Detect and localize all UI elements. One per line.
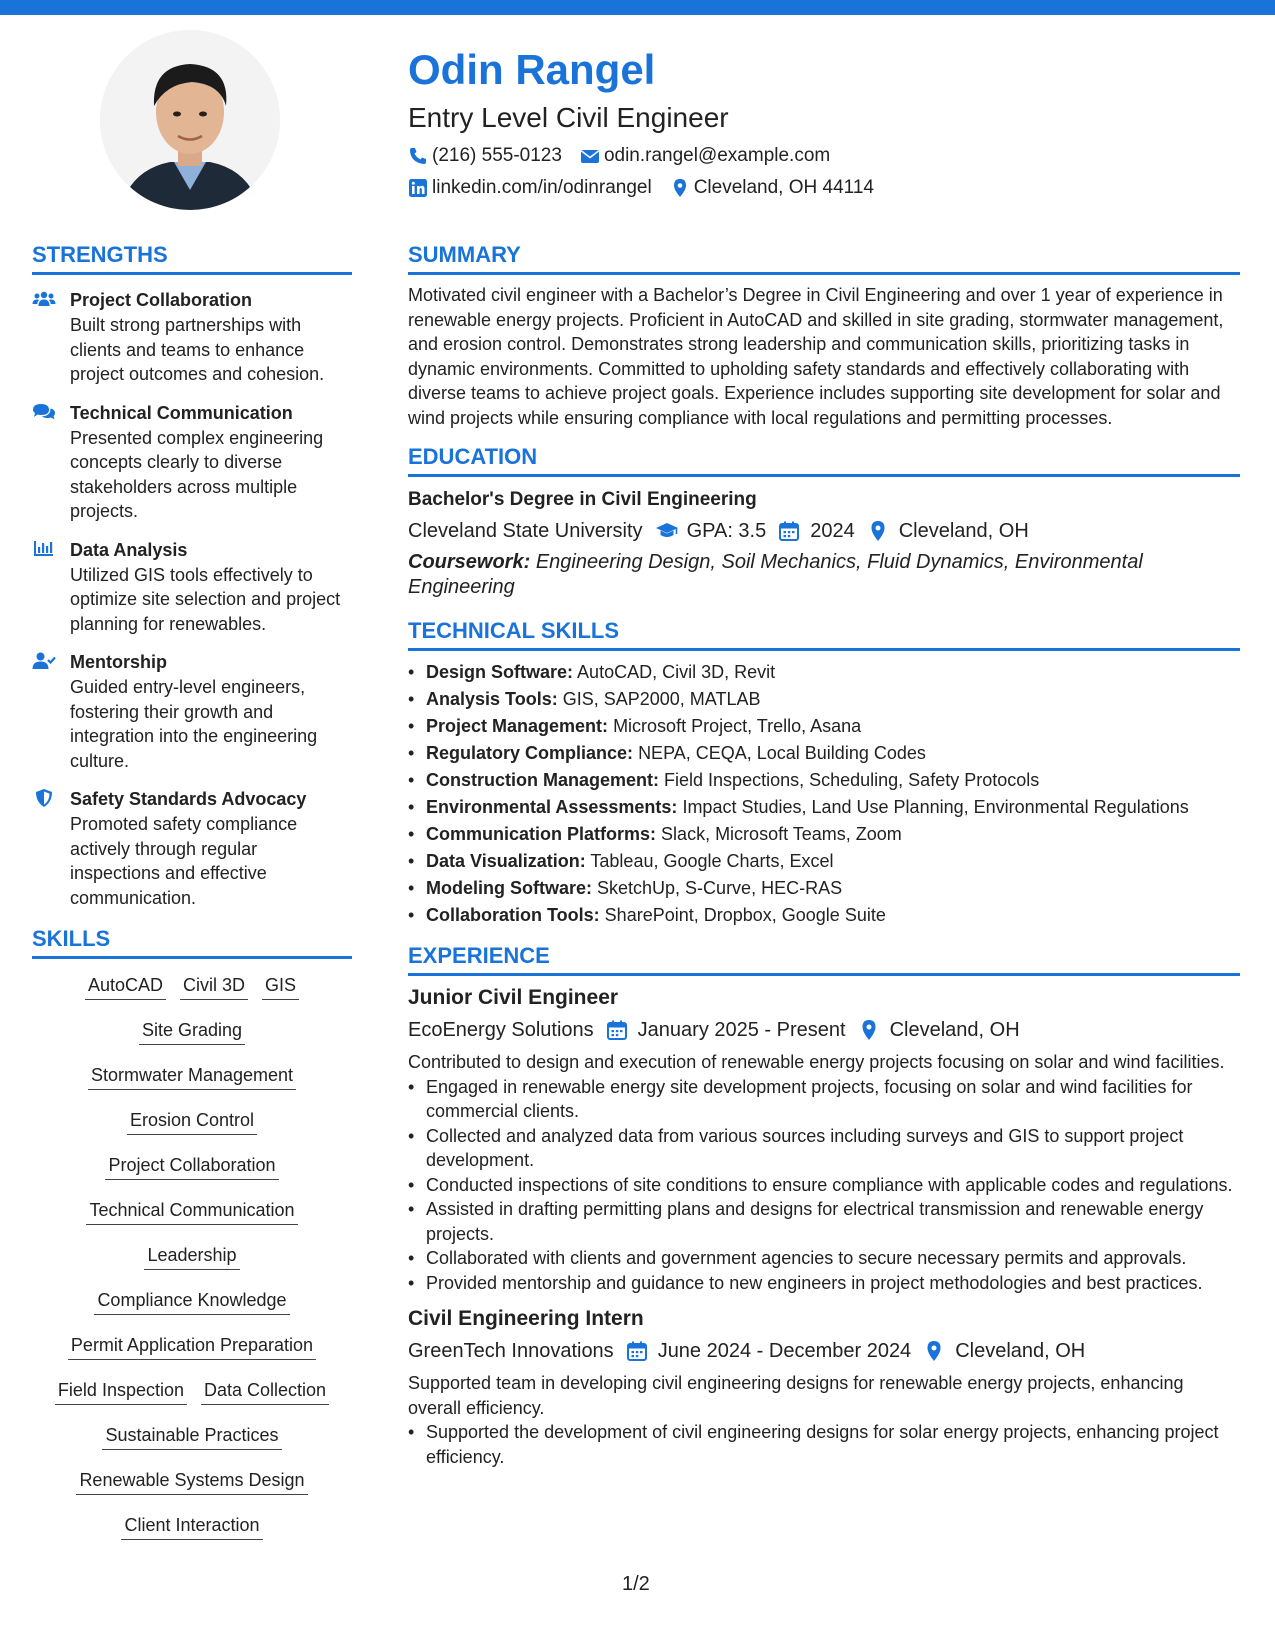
email-item (580, 145, 830, 167)
job-meta (408, 1337, 1240, 1365)
phone-icon (408, 146, 428, 166)
education-heading: EDUCATION (408, 444, 1240, 477)
skill-tag: Erosion Control (127, 1110, 257, 1135)
dates-item (606, 1016, 846, 1044)
right-column (408, 242, 1240, 1469)
list-item (408, 902, 1240, 929)
skill-tag: Civil 3D (180, 975, 248, 1000)
job-dates: June 2024 - December 2024 (657, 1340, 912, 1362)
user-check-icon (32, 651, 56, 673)
list-item: • Conducted inspections of site conditions to ensure compliance with applicable codes and regulations. (408, 1173, 1240, 1198)
skill-tag: Technical Communication (86, 1200, 297, 1225)
contact-row-1 (408, 144, 1238, 168)
experience-heading: EXPERIENCE (408, 943, 1240, 976)
skill-tag: Field Inspection (55, 1380, 187, 1405)
skill-row (120, 1100, 264, 1145)
list-item: • Provided mentorship and guidance to new engineers in project methodologies and best practices. (408, 1271, 1240, 1296)
strength-item (32, 537, 352, 637)
technical-skills-list (408, 659, 1240, 929)
tech-value: Tableau, Google Charts, Excel (590, 851, 834, 871)
candidate-name: Odin Rangel (408, 46, 656, 93)
list-item: • Assisted in drafting permitting plans and designs for electrical transmission and renewable energy projects. (408, 1197, 1240, 1246)
coursework (408, 550, 1240, 600)
skill-row (132, 1010, 252, 1055)
map-pin-icon (923, 1340, 945, 1362)
skill-tag: Permit Application Preparation (68, 1335, 316, 1360)
job-title: Junior Civil Engineer (408, 986, 619, 1009)
skill-row (98, 1145, 285, 1190)
technical-skills-heading: TECHNICAL SKILLS (408, 618, 1240, 651)
skill-tag: Site Grading (139, 1020, 245, 1045)
tech-label: Analysis Tools: (426, 689, 558, 709)
map-pin-icon (867, 520, 889, 542)
gpa-item (655, 517, 767, 545)
dates-item (626, 1337, 912, 1365)
tech-label: Project Management: (426, 716, 609, 736)
list-item (408, 740, 1240, 767)
tech-value: NEPA, CEQA, Local Building Codes (638, 743, 926, 763)
list-item (408, 875, 1240, 902)
strength-item (32, 400, 352, 524)
tech-label: Construction Management: (426, 770, 660, 790)
education-section (408, 444, 1240, 600)
users-icon (32, 289, 56, 311)
job-description: Supported team in developing civil engineering designs for renewable energy projects, enhancing overall efficiency. (408, 1373, 1184, 1418)
tech-label: Data Visualization: (426, 851, 586, 871)
strength-desc: Built strong partnerships with clients and teams to enhance project outcomes and cohesion. (70, 315, 325, 384)
job-title: Civil Engineering Intern (408, 1307, 644, 1330)
tech-value: Microsoft Project, Trello, Asana (613, 716, 862, 736)
skill-tag: Stormwater Management (88, 1065, 296, 1090)
list-item (408, 767, 1240, 794)
coursework-text: Engineering Design, Soil Mechanics, Fluid Dynamics, Environmental Engineering (408, 551, 1143, 598)
tech-value: Impact Studies, Land Use Planning, Environmental Regulations (682, 797, 1189, 817)
job-entry (408, 1305, 1240, 1469)
location-item (670, 177, 874, 199)
linkedin-item (408, 177, 652, 199)
technical-skills-section (408, 618, 1240, 929)
gpa-text: GPA: 3.5 (686, 520, 767, 542)
phone-item (408, 145, 562, 167)
job-description: Contributed to design and execution of renewable energy projects focusing on solar and wind facilities. (408, 1052, 1225, 1072)
skill-row (48, 1370, 336, 1415)
linkedin-icon (408, 178, 428, 198)
job-entry (408, 984, 1240, 1295)
job-location-item (923, 1337, 1085, 1365)
skill-tag: Client Interaction (121, 1515, 262, 1540)
list-item (408, 821, 1240, 848)
tech-label: Collaboration Tools: (426, 905, 600, 925)
strength-title: Data Analysis (70, 539, 188, 560)
list-item (408, 659, 1240, 686)
tech-label: Design Software: (426, 662, 574, 682)
strength-title: Technical Communication (70, 402, 293, 423)
coursework-label: Coursework: (408, 551, 531, 573)
tech-value: Slack, Microsoft Teams, Zoom (661, 824, 902, 844)
skill-row (95, 1415, 288, 1460)
calendar-icon (626, 1340, 648, 1362)
top-accent-bar (0, 0, 1275, 15)
skill-row (114, 1505, 269, 1550)
strength-desc: Utilized GIS tools effectively to optimize site selection and project planning for renewables. (70, 564, 341, 634)
school-name: Cleveland State University (408, 520, 643, 542)
strengths-heading: STRENGTHS (32, 242, 352, 275)
list-item (408, 713, 1240, 740)
list-item: • Engaged in renewable energy site development projects, focusing on solar and wind facilities for commercial clients. (408, 1075, 1240, 1124)
skill-row (81, 1055, 303, 1100)
list-item (408, 686, 1240, 713)
graduation-cap-icon (655, 520, 677, 542)
strength-item (32, 786, 352, 910)
map-pin-icon (670, 178, 690, 198)
summary-heading: SUMMARY (408, 242, 1240, 275)
tech-value: GIS, SAP2000, MATLAB (562, 689, 761, 709)
skill-tag: AutoCAD (85, 975, 166, 1000)
tech-label: Modeling Software: (426, 878, 592, 898)
contact-row-2 (408, 176, 1238, 200)
skill-row (87, 1280, 296, 1325)
year-item (778, 517, 855, 545)
list-item (408, 848, 1240, 875)
strength-desc: Guided entry-level engineers, fostering their growth and integration into the engineering culture. (70, 677, 318, 771)
skill-tag: Compliance Knowledge (94, 1290, 289, 1315)
strength-title: Safety Standards Advocacy (70, 789, 307, 809)
email-text[interactable]: odin.rangel@example.com (603, 145, 831, 166)
tech-value: Field Inspections, Scheduling, Safety Protocols (664, 770, 1040, 790)
skill-tag: Leadership (144, 1245, 239, 1270)
skills-section (32, 926, 352, 1550)
company-name: GreenTech Innovations (408, 1340, 614, 1362)
skill-tag: Sustainable Practices (102, 1425, 281, 1450)
job-location-item (858, 1016, 1020, 1044)
list-item (408, 794, 1240, 821)
tech-value: SketchUp, S-Curve, HEC-RAS (597, 878, 843, 898)
degree-title: Bachelor's Degree in Civil Engineering (408, 489, 757, 510)
location-text: Cleveland, OH 44114 (693, 177, 874, 198)
job-meta (408, 1016, 1240, 1044)
chart-icon (32, 539, 56, 561)
phone-text[interactable]: (216) 555-0123 (432, 145, 562, 166)
job-bullets (408, 1420, 1240, 1469)
tech-value: AutoCAD, Civil 3D, Revit (577, 662, 776, 682)
skills-heading: SKILLS (32, 926, 352, 959)
education-meta (408, 517, 1240, 545)
skill-row (79, 1190, 304, 1235)
list-item: • Collaborated with clients and government agencies to secure necessary permits and approvals. (408, 1246, 1240, 1271)
list-item: • Collected and analyzed data from various sources including surveys and GIS to support project development. (408, 1124, 1240, 1173)
tech-label: Environmental Assessments: (426, 797, 678, 817)
skill-row (61, 1325, 323, 1370)
skills-grid (32, 965, 352, 1550)
job-location: Cleveland, OH (955, 1340, 1086, 1362)
strength-title: Project Collaboration (70, 290, 253, 310)
skill-tag: Data Collection (201, 1380, 329, 1405)
skill-tag: GIS (262, 975, 299, 1000)
candidate-title: Entry Level Civil Engineer (408, 102, 729, 133)
skill-row (78, 965, 306, 1010)
shield-icon (32, 788, 56, 810)
edu-location-text: Cleveland, OH (898, 520, 1029, 542)
skill-tag: Project Collaboration (105, 1155, 278, 1180)
tech-label: Regulatory Compliance: (426, 743, 634, 763)
company-name: EcoEnergy Solutions (408, 1019, 594, 1041)
resume-header (408, 42, 1238, 200)
envelope-icon (580, 146, 600, 166)
skill-row (137, 1235, 246, 1280)
profile-photo (100, 30, 280, 210)
left-column (32, 242, 352, 1550)
calendar-icon (778, 520, 800, 542)
skill-tag: Renewable Systems Design (76, 1470, 307, 1495)
job-location: Cleveland, OH (889, 1019, 1020, 1041)
summary-text: Motivated civil engineer with a Bachelor’s Degree in Civil Engineering and over 1 year of experience in renewable energy projects. Proficient in AutoCAD and skilled in site grading, stormwater management, and erosion control. Demonstrates strong leadership and communication skills, prioritizing tasks in dynamic environments. Committed to upholding safety standards and effectively collaborating with diverse teams to achieve project goals. Experience includes supporting site development for solar and wind projects while ensuring compliance with local regulations and permitting processes. (408, 285, 1224, 428)
edu-location-item (867, 517, 1029, 545)
strength-item (32, 649, 352, 773)
strengths-list (32, 287, 352, 910)
tech-value: SharePoint, Dropbox, Google Suite (604, 905, 886, 925)
strength-desc: Presented complex engineering concepts clearly to diverse stakeholders across multiple projects. (70, 427, 324, 521)
linkedin-text[interactable]: linkedin.com/in/odinrangel (432, 177, 652, 198)
year-text: 2024 (810, 520, 855, 542)
job-dates: January 2025 - Present (637, 1019, 846, 1041)
map-pin-icon (858, 1019, 880, 1041)
strength-item (32, 287, 352, 387)
skill-row (69, 1460, 314, 1505)
list-item: • Supported the development of civil engineering designs for solar energy projects, enhancing project efficiency. (408, 1420, 1240, 1469)
tech-label: Communication Platforms: (426, 824, 657, 844)
calendar-icon (606, 1019, 628, 1041)
summary-section (408, 242, 1240, 430)
experience-section (408, 943, 1240, 1469)
job-bullets (408, 1075, 1240, 1296)
strength-title: Mentorship (70, 652, 167, 672)
comments-icon (32, 402, 56, 424)
page-number: 1/2 (622, 1573, 650, 1595)
strength-desc: Promoted safety compliance actively through regular inspections and effective communication. (70, 814, 298, 908)
